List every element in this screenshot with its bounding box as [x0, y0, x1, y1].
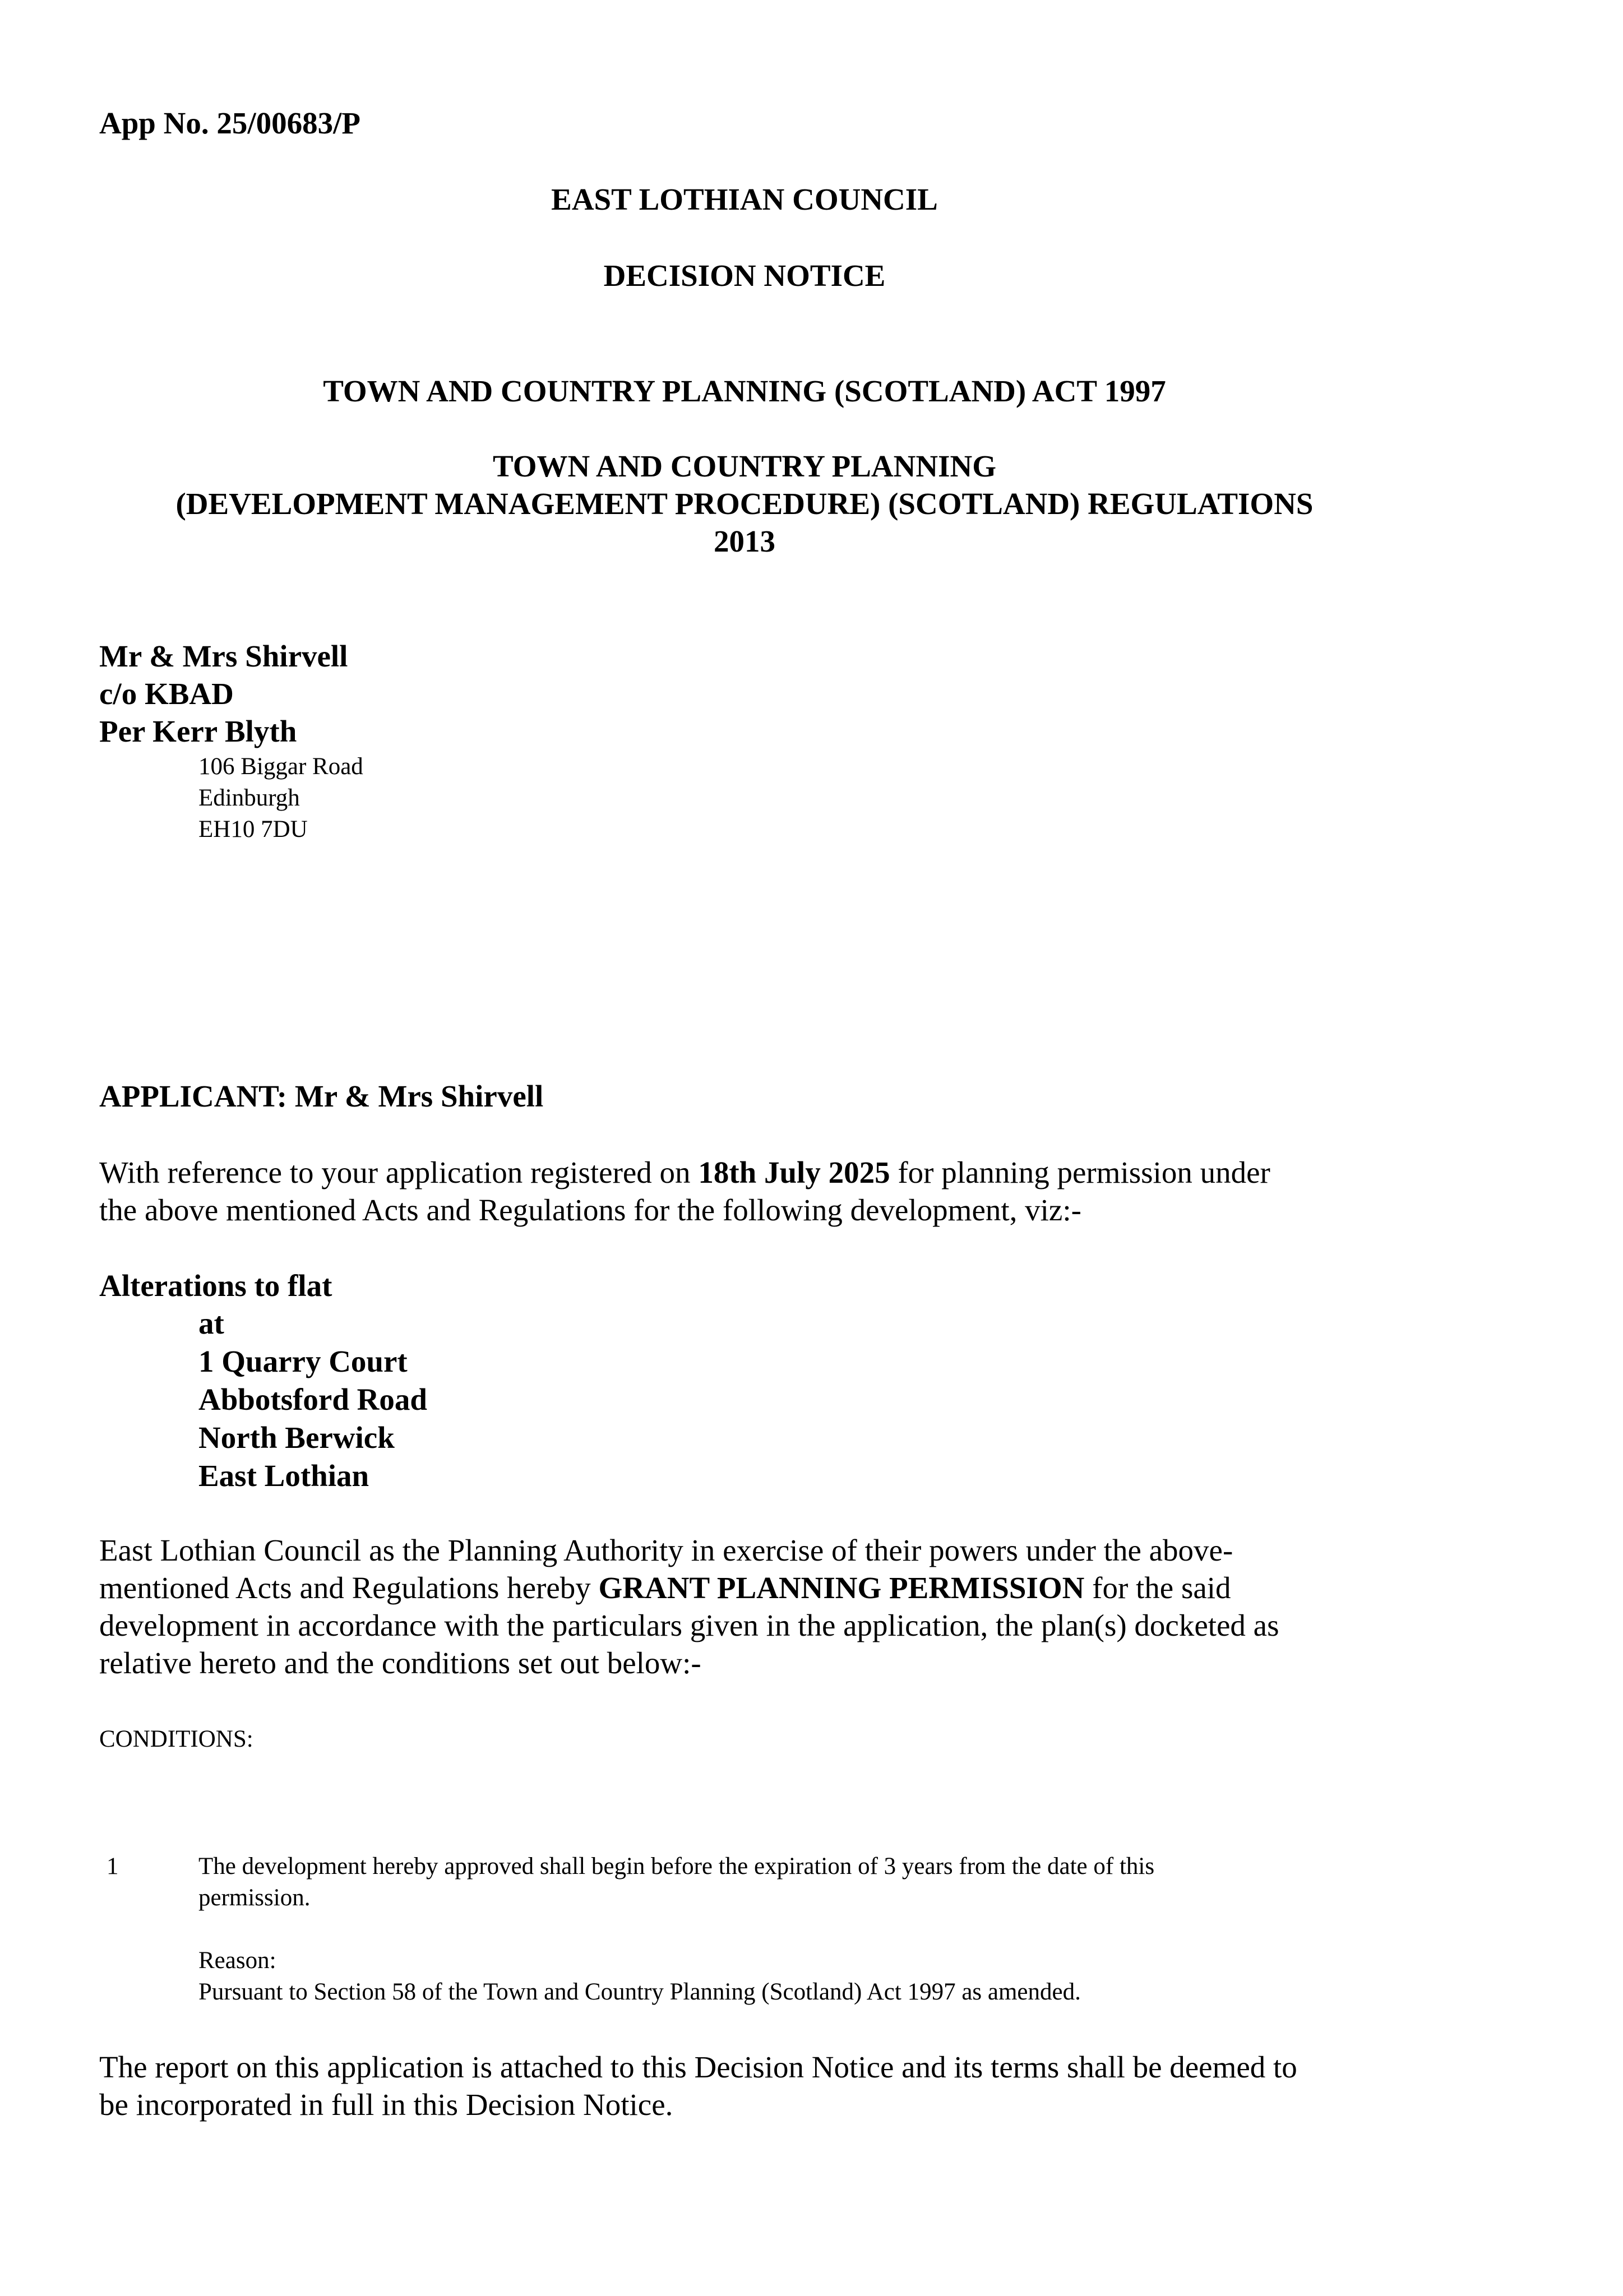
recipient-name: Mr & Mrs Shirvell	[99, 639, 348, 673]
recipient-care-of: c/o KBAD	[99, 677, 234, 711]
decision-line-1: East Lothian Council as the Planning Authority in exercise of their powers under the above-	[99, 1533, 1233, 1567]
condition-reason-label: Reason:	[198, 1947, 276, 1974]
decision-line-2	[99, 1569, 1231, 1607]
regulations-line-1: TOWN AND COUNTRY PLANNING	[493, 449, 996, 483]
development-location	[198, 1304, 427, 1495]
applicant-label: APPLICANT: Mr & Mrs Shirvell	[99, 1079, 544, 1113]
condition-reason-text: Pursuant to Section 58 of the Town and Country Planning (Scotland) Act 1997 as amended.	[198, 1979, 1081, 2005]
reference-text-post: for planning permission under	[890, 1155, 1270, 1189]
location-at: at	[198, 1306, 224, 1340]
regulations-line-3: 2013	[714, 524, 775, 558]
act-title: TOWN AND COUNTRY PLANNING (SCOTLAND) ACT 1997	[323, 374, 1166, 408]
reference-line-2: the above mentioned Acts and Regulations for the following development, viz:-	[99, 1193, 1081, 1227]
footer-line-1: The report on this application is attached to this Decision Notice and its terms shall be deemed to	[99, 2050, 1297, 2084]
location-road: Abbotsford Road	[198, 1382, 427, 1417]
grant-permission: GRANT PLANNING PERMISSION	[598, 1571, 1085, 1605]
condition-text-line-2: permission.	[198, 1885, 311, 1911]
reference-text-pre: With reference to your application registered on	[99, 1155, 699, 1189]
notice-title: DECISION NOTICE	[603, 258, 886, 293]
recipient-agent: Per Kerr Blyth	[99, 714, 297, 748]
registration-date: 18th July 2025	[698, 1155, 890, 1189]
location-region: East Lothian	[198, 1459, 369, 1493]
application-number: App No. 25/00683/P	[99, 106, 361, 140]
decision-text-post: for the said	[1084, 1571, 1231, 1605]
decision-line-4: relative hereto and the conditions set out below:-	[99, 1646, 701, 1680]
reference-line-1	[99, 1154, 1270, 1191]
footer-line-2: be incorporated in full in this Decision Notice.	[99, 2087, 673, 2122]
condition-text-line-1: The development hereby approved shall begin before the expiration of 3 years from the date of this	[198, 1853, 1155, 1880]
address-line-postcode: EH10 7DU	[198, 816, 308, 843]
regulations-line-2: (DEVELOPMENT MANAGEMENT PROCEDURE) (SCOTLAND) REGULATIONS	[175, 487, 1314, 521]
recipient-address	[198, 751, 363, 845]
council-name: EAST LOTHIAN COUNCIL	[551, 182, 938, 216]
conditions-heading: CONDITIONS:	[99, 1726, 253, 1752]
address-line-street: 106 Biggar Road	[198, 753, 363, 780]
development-title: Alterations to flat	[99, 1269, 332, 1303]
location-building: 1 Quarry Court	[198, 1344, 408, 1378]
location-town: North Berwick	[198, 1420, 395, 1455]
address-line-city: Edinburgh	[198, 785, 300, 811]
decision-line-3: development in accordance with the particulars given in the application, the plan(s) docketed as	[99, 1608, 1279, 1642]
decision-text-pre: mentioned Acts and Regulations hereby	[99, 1571, 599, 1605]
condition-number: 1	[107, 1853, 119, 1880]
